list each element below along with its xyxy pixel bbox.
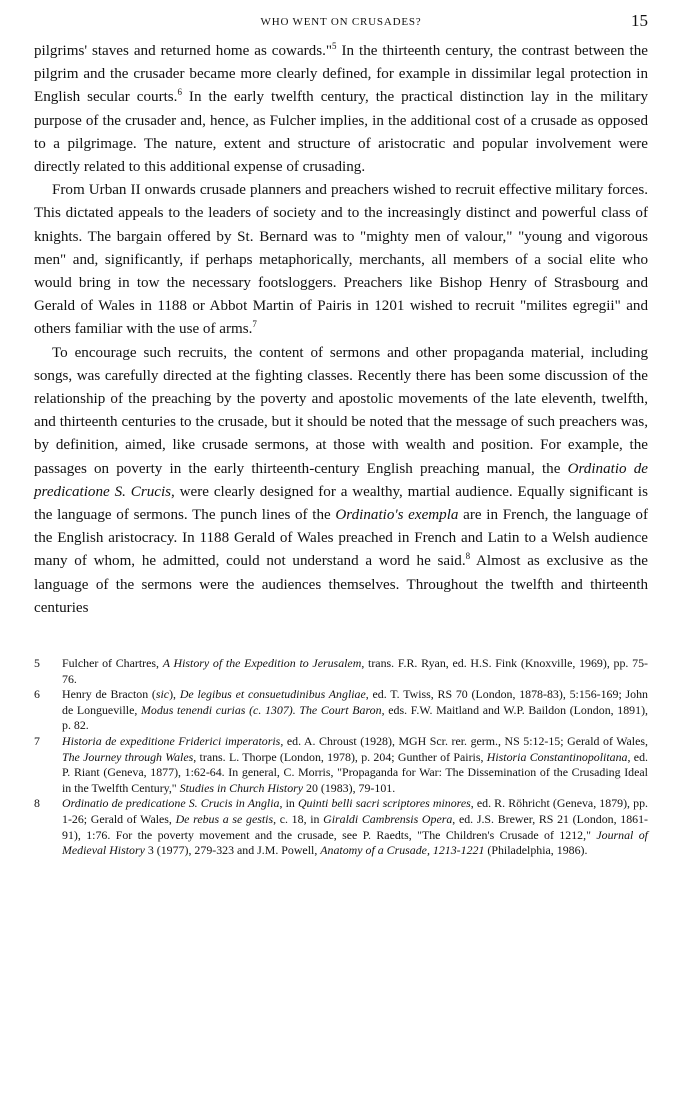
paragraph-1 (34, 40, 648, 179)
running-title: WHO WENT ON CRUSADES? (260, 16, 422, 28)
footnote-text: 20 (1983), 79-101. (303, 780, 396, 795)
footnote-5 (34, 656, 648, 687)
footnote-number: 6 (34, 687, 40, 702)
footnote-number: 5 (34, 656, 40, 671)
page-header (34, 10, 648, 40)
footnote-ref-6[interactable]: 6 (177, 87, 182, 98)
footnotes (34, 656, 648, 859)
page-number: 15 (631, 11, 648, 30)
footnote-ref-5[interactable]: 5 (332, 40, 337, 51)
footnote-ref-7[interactable]: 7 (252, 319, 257, 330)
footnote-text: , ed. P. Riant (Geneva, 1877), 1:62-64. In general, C. Morris, "Propaganda for War: The Dissemination of the Crusading Ideal in the Twelfth Century," (62, 749, 648, 795)
ordinatio-exempla: Ordinatio's exempla (335, 507, 459, 524)
footnote-number: 7 (34, 734, 40, 749)
footnote-text: , eds. F.W. Maitland and W.P. Baildon (London, 1891), p. 82. (62, 702, 648, 733)
footnote-6 (34, 687, 648, 734)
footnote-text: De legibus et consuetudinibus Angliae (179, 687, 366, 702)
footnote-text: Henry de Bracton ( (62, 687, 156, 702)
body-text (34, 40, 648, 620)
paragraph-3 (34, 342, 648, 620)
footnote-text: Ordinatio de predicatione S. Crucis in Anglia (62, 796, 280, 811)
footnote-text: , trans. F.R. Ryan, ed. H.S. Fink (Knoxville, 1969), pp. 75-76. (62, 656, 648, 686)
paragraph-3-text-c: are in French, the language of the English aristocracy. In 1188 Gerald of Wales preached in French and Latin to a Welsh audience many of whom, he admitted, could not understand a word he said. (34, 507, 648, 570)
footnote-text: Quinti belli sacri scriptores minores (297, 796, 471, 811)
footnote-text: , ed. J.S. Brewer, RS 21 (London, 1861-91), 1:76. For the poverty movement and the crusade, see P. Raedts, "The Children's Crusade of 1212," (62, 812, 648, 842)
footnote-text: , trans. L. Thorpe (London, 1978), p. 204; Gunther of Pairis, (193, 749, 487, 764)
footnote-text: ), (169, 687, 180, 702)
paragraph-1-text-cont: In the thirteenth century, the contrast between the pilgrim and the crusader became more clearly defined, for example in dissimilar legal protection in English secular courts. (34, 43, 648, 106)
footnote-7 (34, 734, 648, 796)
footnote-text: (Philadelphia, 1986). (484, 843, 588, 858)
footnote-text: sic (155, 687, 170, 702)
footnote-text: De rebus a se gestis (175, 812, 274, 827)
ordinatio-title: Ordinatio de predicatione S. Crucis (34, 460, 648, 500)
footnote-text: Historia de expeditione Friderici imperatoris (62, 734, 281, 749)
footnote-text: Journal of Medieval History (62, 827, 648, 858)
footnote-text: , ed. T. Twiss, RS 70 (London, 1878-83), 5:156-169; John de Longueville, (62, 687, 648, 717)
book-page (34, 10, 648, 859)
footnote-text: Studies in Church History (179, 780, 304, 795)
footnote-text: , ed. R. Röhricht (Geneva, 1879), pp. 1-26; Gerald of Wales, (62, 796, 649, 827)
footnote-8 (34, 796, 648, 858)
footnote-text: Anatomy of a Crusade, 1213-1221 (320, 843, 485, 858)
footnote-ref-8[interactable]: 8 (465, 551, 471, 562)
footnote-text: A History of the Expedition to Jerusalem (162, 656, 362, 671)
footnote-text: Modus tenendi curias (c. 1307). The Court Baron (141, 702, 382, 717)
footnote-text: The Journey through Wales (62, 749, 194, 764)
footnote-text: Giraldi Cambrensis Opera (323, 812, 453, 827)
paragraph-2 (34, 179, 648, 341)
paragraph-2-text: From Urban II onwards crusade planners and preachers wished to recruit effective military forces. This dictated appeals to the leaders of society and to the increasingly distinct and powerful class of knights. The bargain offered by St. Bernard was to "mighty men of valour," "young and vigorous men" and, significantly, if perhaps metaphorically, merchants, all members of a social elite who would bring in tow the necessary footsloggers. Preachers like Bishop Henry of Strasbourg and Gerald of Wales in 1188 or Abbot Martin of Pairis in 1201 wished to recruit "milites egregii" and others familiar with the use of arms. (34, 182, 648, 338)
footnote-text: 3 (1977), 279-323 and J.M. Powell, (144, 843, 321, 858)
footnote-text: , c. 18, in (273, 812, 324, 827)
footnote-number: 8 (34, 796, 40, 811)
paragraph-3-text-b: , were clearly designed for a wealthy, martial audience. Equally significant is the language of sermons. The punch lines of the (34, 483, 648, 524)
footnote-text: , ed. A. Chroust (1928), MGH Scr. rer. germ., NS 5:12-15; Gerald of Wales, (280, 734, 648, 749)
footnote-text: Fulcher of Chartres, (62, 656, 163, 671)
footnote-text: , in (279, 796, 298, 811)
paragraph-3-text-d: Almost as exclusive as the language of the sermons were the audiences themselves. Throughout the twelfth and thirteenth centuries (34, 553, 648, 616)
paragraph-1-text: pilgrims' staves and returned home as cowards." (34, 43, 333, 59)
paragraph-1-text-end: In the early twelfth century, the practical distinction lay in the military purpose of the crusader and, hence, as Fulcher implies, in the additional cost of a crusade as opposed to a pilgrimage. The nature, extent and structure of aristocratic and popular involvement were directly related to this additional expense of crusading. (34, 89, 648, 176)
footnote-text: Historia Constantinopolitana (486, 749, 628, 764)
paragraph-3-text: To encourage such recruits, the content of sermons and other propaganda material, including songs, was carefully directed at the fighting classes. Recently there has been some discussion of the relationship of the preaching by the poverty and apostolic movements of the late eleventh, twelfth, and thirteenth centuries to the crusade, but it should be noted that the message of such preachers was, by definition, aimed, like crusade sermons, at those with wealth and position. For example, the passages on poverty in the early thirteenth-century English preaching manual, the (34, 344, 648, 477)
